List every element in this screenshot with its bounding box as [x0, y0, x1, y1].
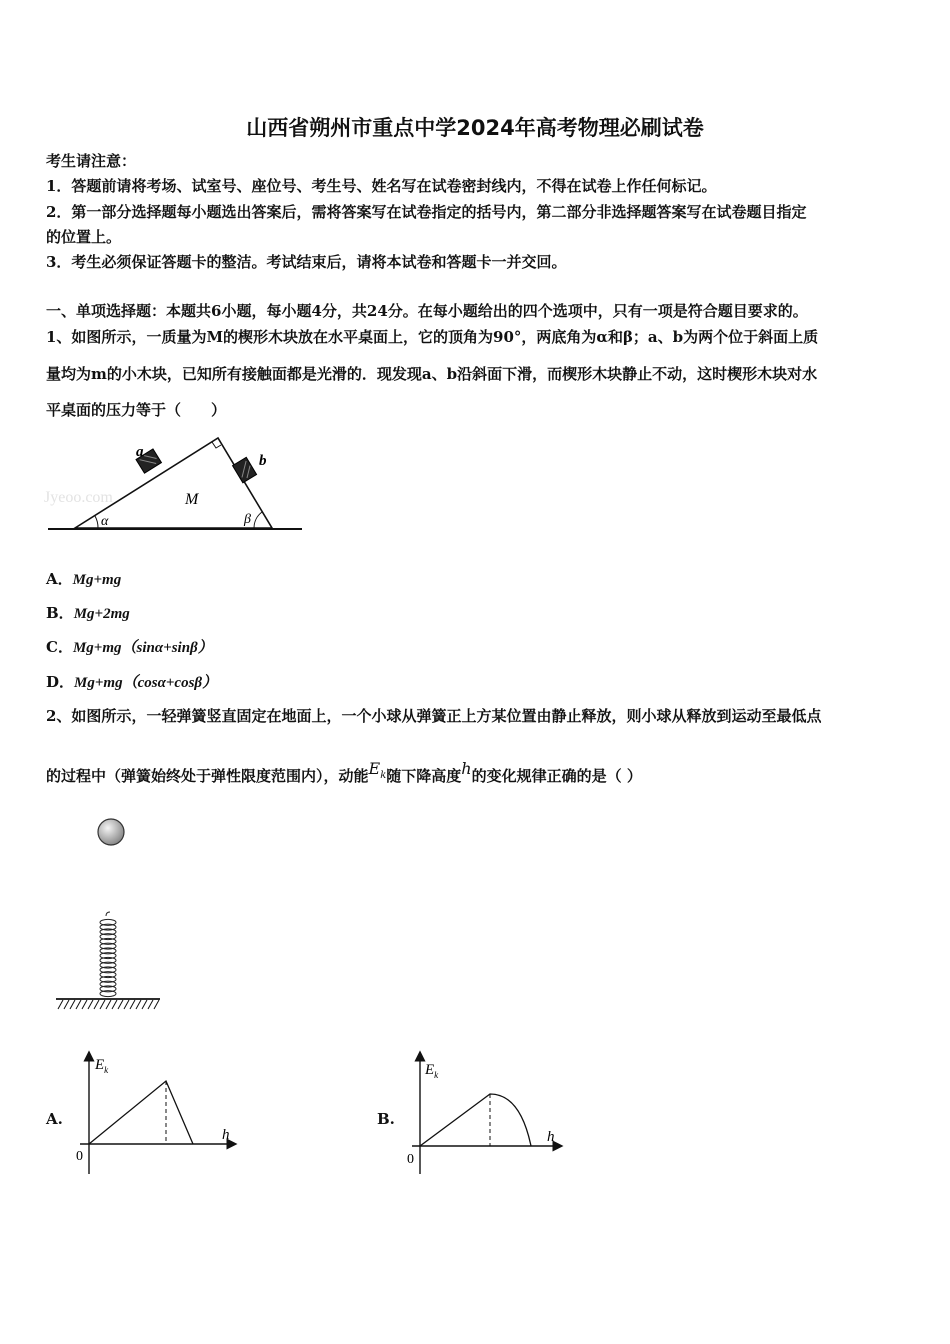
option-c-text: Mg+mg（sinα+sinβ） — [72, 640, 213, 656]
notice-heading: 考生请注意： — [46, 152, 137, 170]
graph-b-y-label: $E_k$ — [425, 1062, 439, 1080]
hatch-line — [82, 1000, 87, 1009]
option-b[interactable] — [46, 603, 130, 624]
q2-line-2-part1: 的过程中（弹簧始终处于弹性限度范围内），动能 — [46, 767, 369, 785]
section-heading: 一、单项选择题：本题共6小题，每小题4分，共24分。在每小题给出的四个选项中，只有一项是符合题目要求的。 — [46, 302, 808, 320]
hatch-line — [130, 1000, 135, 1009]
option-c[interactable] — [46, 637, 213, 658]
right-angle-mark — [212, 442, 221, 448]
beta-arc — [254, 512, 262, 528]
option-a-text: Mg+mg — [72, 572, 122, 588]
option-a-key: A． — [46, 570, 73, 588]
ground-hatch — [58, 1000, 159, 1009]
option-a[interactable] — [46, 569, 121, 590]
notice-item-1: 1．答题前请将考场、试室号、座位号、考生号、姓名写在试卷密封线内，不得在试卷上作任何标记。 — [46, 177, 717, 195]
figure-watermark: Jyeoo.com — [44, 489, 113, 506]
hatch-line — [154, 1000, 159, 1009]
label-b: b — [259, 453, 267, 469]
graph-b-key[interactable]: B. — [377, 1110, 395, 1128]
hatch-line — [76, 1000, 81, 1009]
graph-a-y-label: $E_k$ — [95, 1057, 109, 1075]
option-b-text: Mg+2mg — [73, 606, 130, 622]
hatch-line — [112, 1000, 117, 1009]
wedge-figure — [40, 430, 310, 540]
hatch-line — [70, 1000, 75, 1009]
graph-a — [70, 1050, 250, 1180]
graph-a-x-label: h — [222, 1127, 230, 1143]
notice-item-2: 2．第一部分选择题每小题选出答案后，需将答案写在试卷指定的括号内，第二部分非选择题答案写在试卷题目指定 — [46, 203, 807, 221]
q1-line-3: 平桌面的压力等于（ ） — [46, 401, 227, 419]
graph-b-curve — [420, 1094, 531, 1146]
block-b — [233, 457, 257, 482]
hatch-line — [118, 1000, 123, 1009]
label-alpha: α — [101, 514, 109, 529]
spring — [100, 912, 116, 997]
graph-a-key[interactable]: A. — [46, 1110, 63, 1128]
alpha-arc — [95, 516, 98, 528]
q2-line-2 — [46, 759, 642, 793]
option-d-text: Mg+mg（cosα+cosβ） — [74, 675, 218, 691]
graph-a-curve — [89, 1081, 193, 1144]
hatch-line — [64, 1000, 69, 1009]
page-title: 山西省朔州市重点中学2024年高考物理必刷试卷 — [246, 116, 704, 140]
hatch-line — [106, 1000, 111, 1009]
ball — [98, 819, 124, 845]
q2-ek-sub: k — [380, 770, 387, 782]
q2-line-2-part2: 随下降高度 — [386, 767, 462, 785]
hatch-line — [94, 1000, 99, 1009]
q2-ek-symbol — [368, 759, 387, 782]
hatch-line — [142, 1000, 147, 1009]
label-M: M — [185, 491, 199, 508]
label-a: a — [136, 444, 144, 460]
label-beta: β — [244, 512, 251, 527]
q1-line-1: 1、如图所示，一质量为M的楔形木块放在水平桌面上，它的顶角为90°，两底角为α和β；a、b为两个位于斜面上质 — [46, 328, 819, 346]
hatch-line — [124, 1000, 129, 1009]
spring-figure — [50, 812, 170, 1017]
notice-item-3: 3．考生必须保证答题卡的整洁。考试结束后，请将本试卷和答题卡一并交回。 — [46, 253, 567, 271]
graph-b-origin: 0 — [407, 1152, 414, 1167]
graph-b-x-label: h — [547, 1129, 555, 1145]
option-c-key: C． — [46, 638, 73, 656]
hatch-line — [136, 1000, 141, 1009]
hatch-line — [88, 1000, 93, 1009]
graph-a-origin: 0 — [76, 1149, 83, 1164]
hatch-line — [58, 1000, 63, 1009]
notice-item-2-cont: 的位置上。 — [46, 228, 122, 246]
option-d-key: D． — [46, 673, 75, 691]
hatch-line — [100, 1000, 105, 1009]
graph-b — [402, 1050, 582, 1180]
option-d[interactable] — [46, 672, 217, 693]
option-b-key: B． — [46, 604, 74, 622]
q1-line-2: 量均为m的小木块，已知所有接触面都是光滑的．现发现a、b沿斜面下滑，而楔形木块静止不动，这时楔形木块对水 — [46, 365, 818, 383]
q2-h-symbol: h — [461, 759, 472, 778]
hatch-line — [148, 1000, 153, 1009]
q2-line-2-part3: 的变化规律正确的是（ ） — [471, 767, 642, 785]
q2-line-1: 2、如图所示，一轻弹簧竖直固定在地面上，一个小球从弹簧正上方某位置由静止释放，则小球从释放到运动至最低点 — [46, 707, 822, 725]
q2-ek-letter: E — [368, 759, 381, 778]
